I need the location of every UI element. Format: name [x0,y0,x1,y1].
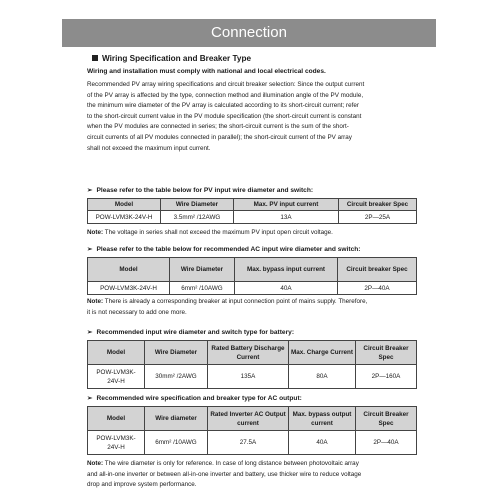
battery-table [87,340,417,389]
table-cell: 80A [289,365,356,389]
ac-output-bullet [87,394,302,402]
table-header: Wire Diameter [161,199,234,211]
table-cell: 135A [208,365,289,389]
note-label: Note: [87,229,104,236]
table-header: Model [88,341,145,365]
note-text: There is already a corresponding breaker at input connection point of mains supply. Therefore, [103,298,368,305]
ac-input-bullet [87,245,360,253]
table-cell: POW-LVM3K-24V-H [88,365,145,389]
intro-line: to the short-circuit current value in the PV module specification (the short-circuit current is constant [87,112,362,120]
table-header: Circuit Breaker Spec [356,407,417,431]
battery-bullet-text: Recommended input wire diameter and switch type for battery: [96,329,295,336]
table-header: Circuit breaker Spec [338,258,417,282]
table-cell: 2P—25A [339,211,417,224]
intro-paragraph [87,80,417,154]
intro-line: Recommended PV array wiring specifications and circuit breaker selection: Since the output current [87,81,365,88]
table-cell: POW-LVM3K-24V-H [88,282,170,295]
table-header: Model [88,199,161,211]
arrow-bullet-icon: ➢ [87,329,93,336]
ac-input-table [87,257,417,295]
pv-note [87,228,417,239]
table-header: Wire Diameter [145,341,208,365]
table-header: Circuit breaker Spec [339,199,417,211]
table-cell: 40A [289,431,356,455]
pv-table [87,198,417,224]
table-header: Rated Battery Discharge Current [208,341,289,365]
ac-output-bullet-text: Recommended wire specification and breaker type for AC output: [96,395,302,402]
note-text: The voltage in series shall not exceed the maximum PV input open circuit voltage. [103,229,333,236]
table-header: Rated Inverter AC Output current [208,407,289,431]
ac-input-note [87,297,417,318]
intro-line: circuit currents of all PV modules connected in parallel); the short-circuit current of the PV array [87,133,352,141]
table-header: Wire Diameter [170,258,235,282]
arrow-bullet-icon: ➢ [87,246,93,253]
note-label: Note: [87,298,104,305]
page-title: Connection [211,24,287,41]
final-note [87,459,417,491]
note-label: Note: [87,460,104,467]
table-header: Model [88,407,145,431]
square-bullet-icon [92,55,98,61]
ac-input-bullet-text: Please refer to the table below for recommended AC input wire diameter and switch: [96,246,361,253]
ac-output-table [87,406,417,455]
table-header: Circuit Breaker Spec [356,341,417,365]
table-cell: 2P—160A [356,365,417,389]
note-text: The wire diameter is only for reference. In case of long distance between photovoltaic array [103,460,359,467]
table-cell: 6mm² /10AWG [170,282,235,295]
table-cell: 30mm² /2AWG [145,365,208,389]
intro-line: of the PV array is affected by the type, connection method and illumination angle of the PV module, [87,91,364,99]
table-cell: 40A [235,282,338,295]
intro-line: the minimum wire diameter of the PV array is calculated according to its short-circuit current; refer [87,102,359,110]
battery-bullet [87,328,294,336]
table-cell: 2P—40A [338,282,417,295]
pv-bullet-text: Please refer to the table below for PV input wire diameter and switch: [96,187,314,194]
table-header: Max. PV input current [234,199,339,211]
section-title [92,54,251,63]
compliance-statement: Wiring and installation must comply with national and local electrical codes. [87,68,326,75]
table-header: Max. bypass output current [289,407,356,431]
table-cell: POW-LVM3K-24V-H [88,211,161,224]
table-header: Max. Charge Current [289,341,356,365]
table-cell: 2P—40A [356,431,417,455]
table-cell: 6mm² /10AWG [145,431,208,455]
table-header: Model [88,258,170,282]
note-text: drop and improve system performance. [87,481,197,489]
page-header [62,19,436,47]
note-text: and all-in-one inverter or between all-in-one inverter and battery, use thicker wire to reduce voltage [87,470,362,478]
table-header: Max. bypass input current [235,258,338,282]
section-title-text: Wiring Specification and Breaker Type [102,54,252,63]
table-cell: 13A [234,211,339,224]
intro-line: shall not exceed the maximum input current. [87,144,211,152]
pv-bullet [87,186,313,194]
table-cell: POW-LVM3K-24V-H [88,431,145,455]
arrow-bullet-icon: ➢ [87,395,93,402]
table-header: Wire diameter [145,407,208,431]
table-cell: 27.5A [208,431,289,455]
table-cell: 3.5mm² /12AWG [161,211,234,224]
arrow-bullet-icon: ➢ [87,187,93,194]
intro-line: when the PV modules are connected in series; the short-circuit current is the sum of the short- [87,123,349,131]
note-text: it is not necessary to add one more. [87,308,187,316]
